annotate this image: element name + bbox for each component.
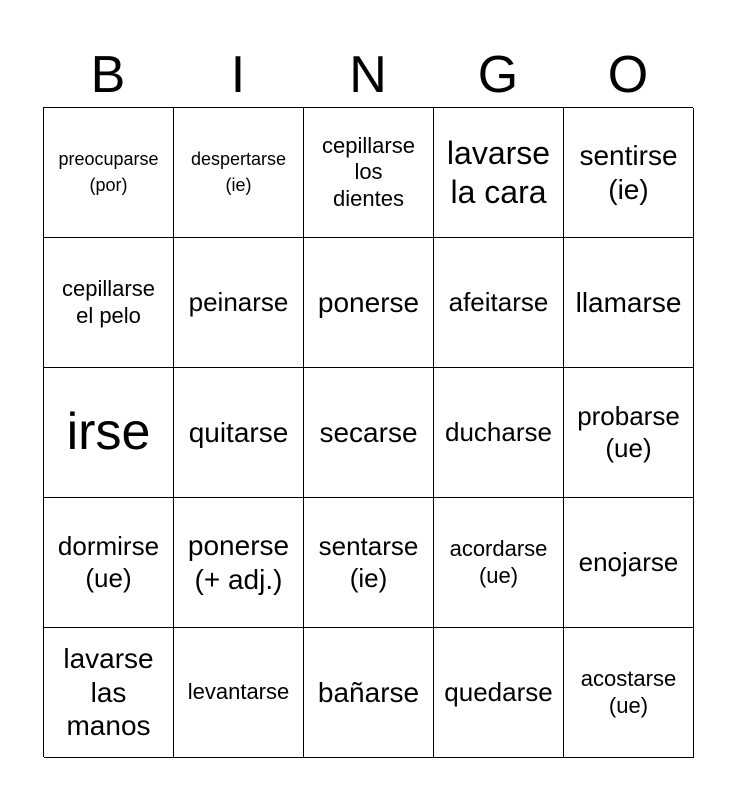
cell-text: cepillarse los dientes [322,132,415,211]
cell-text: probarse (ue) [577,401,680,463]
bingo-cell[interactable] [44,498,174,628]
header-letter-g: G [477,46,519,104]
bingo-cell[interactable] [434,238,564,368]
cell-text: dormirse (ue) [57,531,160,593]
cell-text: lavarse la cara [446,135,551,210]
bingo-cell[interactable] [174,498,304,628]
bingo-header [43,44,693,106]
bingo-cell[interactable] [174,108,304,238]
bingo-cell[interactable] [564,108,694,238]
cell-text: irse [66,403,151,462]
bingo-cell[interactable] [304,238,434,368]
cell-text: afeitarse [448,286,549,317]
bingo-cell[interactable] [44,628,174,758]
bingo-cell[interactable] [434,108,564,238]
bingo-cell[interactable] [174,368,304,498]
cell-text: cepillarse el pelo [62,276,155,328]
cell-text: llamarse [575,286,682,318]
cell-text: quedarse [444,676,553,707]
cell-text: sentirse (ie) [579,139,678,205]
bingo-cell[interactable] [434,498,564,628]
bingo-cell[interactable] [44,108,174,238]
header-letter-o: O [607,46,649,104]
bingo-cell[interactable] [564,238,694,368]
header-letter-n: N [349,46,387,104]
bingo-cell[interactable] [564,368,694,498]
cell-text: preocuparse (por) [58,149,159,195]
bingo-cell[interactable] [564,628,694,758]
bingo-cell[interactable] [174,238,304,368]
bingo-cell[interactable] [564,498,694,628]
bingo-cell[interactable] [434,368,564,498]
bingo-cell[interactable] [174,628,304,758]
cell-text: acostarse (ue) [580,666,677,718]
cell-text: ducharse [445,416,552,447]
cell-text: peinarse [188,286,289,317]
bingo-cell[interactable] [304,108,434,238]
bingo-cell[interactable] [304,628,434,758]
cell-text: lavarse las manos [63,643,154,742]
header-letter-i: I [230,46,246,104]
cell-text: acordarse (ue) [449,536,548,588]
cell-text: secarse [319,416,418,448]
cell-text: levantarse [187,679,290,705]
header-letter-b: B [90,46,126,104]
bingo-cell[interactable] [44,368,174,498]
bingo-cell[interactable] [304,368,434,498]
bingo-cell[interactable] [304,498,434,628]
cell-text: ponerse [317,286,420,318]
bingo-cell[interactable] [44,238,174,368]
cell-text: sentarse (ie) [318,531,419,593]
cell-text: ponerse (+ adj.) [187,529,290,595]
cell-text: enojarse [578,546,679,577]
cell-text: quitarse [188,416,289,448]
cell-text: bañarse [317,676,420,708]
bingo-cell[interactable] [434,628,564,758]
bingo-board [43,107,693,757]
cell-text: despertarse (ie) [190,149,287,195]
